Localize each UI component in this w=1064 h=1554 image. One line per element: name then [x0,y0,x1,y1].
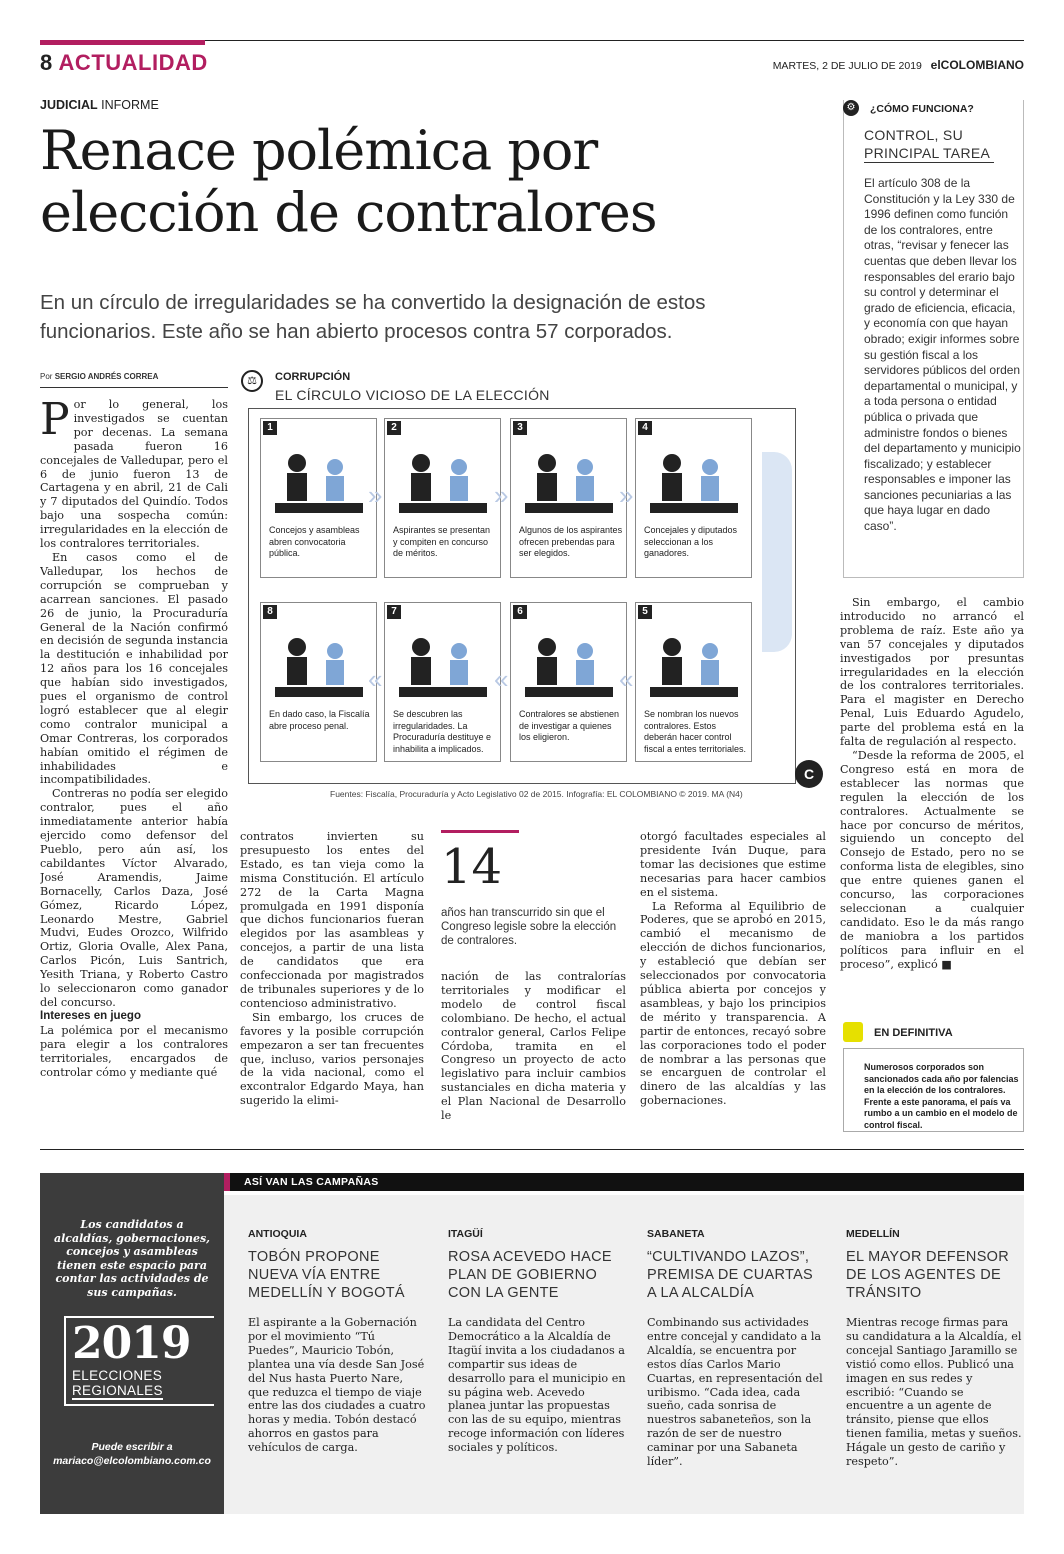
step-caption: Contralores se abstienen de investigar a quienes los eligieron. [519,709,620,742]
contact-label: Puede escribir a [91,1441,173,1453]
step-number: 7 [387,605,401,619]
step-number: 6 [513,605,527,619]
infographic-kicker: CORRUPCIÓN [275,371,351,383]
step-number: 4 [638,421,652,435]
campaign-body: El aspirante a la Gobernación por el movimiento “Tú Puedes”, Mauricio Tobón, plantea una vía desde San José del Nus hasta Puerto Nare, que reduzca el tiempo de viaje entre las dos ciudades a cuatro horas y media. Tobón destacó ahorros en gastos para vehículos de carga. [248,1316,426,1455]
infographic-step [635,602,752,762]
byline-rule [40,387,228,388]
step-caption: Se descubren las irregularidades. La Procuraduría destituye e inhabilita a implicados. [393,709,492,754]
selection-icon [644,437,744,519]
loop-band [762,452,792,652]
money-hand-icon [519,437,619,519]
elections-logo-line2: REGIONALES [72,1383,163,1398]
flow-arrow-icon: « [368,664,383,694]
sidebar-kicker: ¿CÓMO FUNCIONA? [870,103,974,115]
infographic-source: Fuentes: Fiscalía, Procuraduría y Acto Legislativo 02 de 2015. Infografía: EL COLOMBIANO © 2019. MA (N4) [330,789,743,799]
article-column-1 [40,398,228,1130]
infographic-step [384,418,501,578]
article-column-4 [640,830,826,1130]
campaigns-intro: Los candidatos a alcaldías, gobernaciones, concejos y asambleas tienen este espacio para contar las actividades de sus campañas. [53,1218,211,1299]
drop-cap: P [40,398,70,445]
paragraph: contratos invierten su presupuesto los entes del Estado, es tan vieja como la misma Constitución. El artículo 272 de la Carta Magna promulgada en 1991 disponía que dichos funcionarios fueran elegidos por las asambleas y concejos, a partir de una lista de candidatos que era confeccionada por magistrados de tribunales superiores y de lo contencioso administrativo. [240,830,424,1010]
kicker-rest: INFORME [101,98,159,112]
paragraph: Sin embargo, los cruces de favores y la posible corrupción empezaron a ser tan frecuentes que, incluso, varios personajes de la vida nacional, como el excontralor Edgardo Maya, han sugerido la elimi- [240,1010,424,1108]
eye-icon [519,621,619,703]
gears-icon: ⚙ [843,100,859,116]
campaigns-title-bar [230,1173,1024,1191]
flow-arrow-icon: « [619,664,634,694]
step-caption: Algunos de los aspirantes ofrecen prebendas para ser elegidos. [519,525,623,558]
flow-arrow-icon: » [619,480,634,510]
campaign-location: ANTIOQUIA [248,1228,307,1240]
campaigns-title: ASÍ VAN LAS CAMPAÑAS [244,1176,379,1188]
paragraph: or lo general, los investigados se cuentan por decenas. La semana pasada fueron 16 concejales de Valledupar, pero el 6 de junio fueron 13 de Cartagena y en abril, 21 de Cali y 7 diputados del Quindío. Todos bajo una sospecha común: irregularidades en la elección de los contralores territoriales. [40,398,228,551]
paragraph: La polémica por el mecanismo para elegir a los contralores territoriales, encargados de controlar cómo y mediante qué [40,1023,228,1079]
en-definitiva-kicker: EN DEFINITIVA [874,1027,953,1039]
key-point-icon [843,1022,863,1042]
campaign-location: ITAGÜÍ [448,1228,483,1240]
step-number: 3 [513,421,527,435]
campaign-location: MEDELLÍN [846,1228,900,1240]
section-name: ACTUALIDAD [58,50,208,75]
step-number: 8 [263,605,277,619]
newspaper-logo-icon: C [795,760,823,788]
campaign-title: “CULTIVANDO LAZOS”, PREMISA DE CUARTAS A LA ALCALDÍA [647,1249,814,1301]
paragraph: nación de las contralorías territoriales y modificar el modelo de control fiscal colombiano. De hecho, el actual contralor general, Carlos Felipe Córdoba, tramita en el Congreso un proyecto de acto legislativo para incluir cambios sustanciales en dicha materia y el Plan Nacional de Desarrollo le [441,970,626,1123]
sidebar-title-rule [864,162,994,163]
contact-block [48,1440,216,1468]
flow-arrow-icon: » [494,480,509,510]
campaign-body: La candidata del Centro Democrático a la Alcaldía de Itagüí invita a los ciudadanos a compartir sus ideas de desarrollo para el municipio en su página web. Acevedo planea juntar las propuestas con las de su equipo, mientras recoge información con líderes sociales y políticos. [448,1316,626,1455]
elections-logo-text [72,1368,163,1400]
paragraph: “Desde la reforma de 2005, el Congreso está en mora de establecer las normas que regulen la elección de los contralores. Actualmente se hace por concurso de méritos, siguiendo un concepto del Consejo de Estado, pero no se conforma lista de elegibles, sino que entre quienes ganen el concurso, las corporaciones seleccionan a cualquier candidato. Eso le da más rango de maniobra a los partidos políticos para influir en el proceso”, explicó ■ [840,748,1024,971]
step-caption: Concejales y diputados seleccionan a los ganadores. [644,525,738,558]
scales-icon [269,621,369,703]
elections-logo-year: 2019 [72,1318,191,1369]
article-kicker [40,98,159,112]
campaign-title: ROSA ACEVEDO HACE PLAN DE GOBIERNO CON LA GENTE [448,1249,612,1301]
infographic-title: EL CÍRCULO VICIOSO DE LA ELECCIÓN [275,387,550,403]
section-accent-bar [40,40,205,45]
campaign-item [448,1228,626,1455]
dateline [773,58,1024,72]
infographic-step [510,602,627,762]
campaign-body: Mientras recoge firmas para su candidatura a la Alcaldía, el concejal Santiago Jaramillo se vistió como ellos. Publicó una imagen en sus redes y escribió: “Cuando se encuentre a un agente de tránsito, piense que ellos tienen familia, metas y sueños. Hágale un gesto de cariño y respeto”. [846,1316,1022,1469]
campaign-item [248,1228,426,1455]
gavel-icon: ⚖ [241,370,263,392]
infographic-step [510,418,627,578]
flow-arrow-icon: « [494,664,509,694]
flow-arrow-icon: » [368,480,383,510]
elections-logo-line1: ELECCIONES [72,1368,163,1383]
step-number: 1 [263,421,277,435]
step-caption: Se nombran los nuevos contralores. Estos deberán hacer control fiscal a entes territoriales. [644,709,747,754]
bottom-section-rule [40,1149,1024,1150]
headline: Renace polémica por elección de contralores [40,119,657,244]
infographic-step [260,602,377,762]
campaign-item [846,1228,1024,1469]
kicker-bold: JUDICIAL [40,98,98,112]
pullquote-number: 14 [441,839,503,895]
paragraph: En casos como el de Valledupar, los hechos de corrupción se comprueban y acarrean sanciones. El pasado 26 de junio, la Procuraduría General de la Nación confirmó en decisión de segunda instancia la destitución e inhabilidad por 12 años para los 16 concejales que habían sido investigados, pues el organismo de control logró establecer que al elegir como contralor municipal a Omar Contreras, los corporados habían omitido el régimen de inhabilidades e incompatibilidades. [40,550,228,787]
paper-name: elCOLOMBIANO [930,58,1024,72]
step-number: 5 [638,605,652,619]
paragraph: La Reforma al Equilibrio de Poderes, que se aprobó en 2015, cambió el mecanismo de elección de dichos funcionarios, y estableció que debían ser seleccionados por convocatoria pública abierta por concejos y asambleas, y bajo los principios de mérito y transparencia. A partir de entonces, recayó sobre las corporaciones todo el poder de nombrar a las personas que se encarguen de controlar el dinero de las alcaldías y las gobernaciones. [640,899,826,1108]
paragraph: otorgó facultades especiales al presidente Iván Duque, para tomar las decisiones que estime necesarias para hacer cambios en el sistema. [640,830,826,899]
presentation-icon [393,437,493,519]
byline-prefix: Por [40,372,53,381]
campaign-title: TOBÓN PROPONE NUEVA VÍA ENTRE MEDELLÍN Y BOGOTÁ [248,1249,405,1301]
byline [40,372,158,381]
pullquote-rule [441,830,519,833]
campaign-title: EL MAYOR DEFENSOR DE LOS AGENTES DE TRÁNSITO [846,1249,1010,1301]
page-header [40,50,208,76]
infographic-step [384,602,501,762]
infographic-step [260,418,377,578]
megaphone-icon [269,437,369,519]
subhead: Intereses en juego [40,1009,141,1022]
sidebar-text: El artículo 308 de la Constitución y la Ley 330 de 1996 definen como función de los contralores, entre otras, “revisar y fenecer las cuentas que deben llevar los responsables del erario bajo su control y determinar el grado de eficiencia, eficacia, y economía con que hayan obrado; exigir informes sobre su gestión fiscal a los servidores públicos del orden departamental o municipal, y a toda persona o entidad pública o privada que administre fondos o bienes del departamento y municipio fiscalizado; y establecer responsables e imponer las sanciones pecuniarias a las que haya lugar en dado caso”. [864,176,1021,534]
article-column-5 [840,596,1024,998]
page-number: 8 [40,50,53,75]
step-caption: Aspirantes se presentan y compiten en concurso de méritos. [393,525,491,558]
article-column-3 [441,970,626,1130]
infographic-step [635,418,752,578]
campaign-body: Combinando sus actividades entre concejal y candidato a la Alcaldía, se encuentra por estos días Carlos Mario Cuartas, en representación del uribismo. “Cada idea, cada sueño, cada sonrisa de nuestros sabaneteños, son la razón de ser de nuestro caminar por una Sabaneta líder”. [647,1316,823,1469]
campaign-location: SABANETA [647,1228,705,1240]
issue-date: MARTES, 2 DE JULIO DE 2019 [772,60,922,72]
byline-author: SERGIO ANDRÉS CORREA [54,372,159,381]
magnifier-icon [644,621,744,703]
pullquote-text: años han transcurrido sin que el Congreso legisle sobre la elección de contralores. [441,907,617,947]
campaign-item [647,1228,825,1469]
paragraph: Contreras no podía ser elegido contralor, pues el año inmediatamente anterior había ejercido como defensor del Pueblo, pero aún así, los cabildantes Víctor Alvarado, José Aramendis, Jaime Bornacelly, Carlos Daza, José Gómez, Ricardo López, Leonardo Mestre, Gabriel Mudvi, Eudes Orozco, Wilfrido Ortiz, Gloria Ovalle, Alex Pana, Carlos Picón, Luis Santrich, Yesith Triana, y Roberto Castro lo seleccionaron como ganador del concurso. [40,787,228,1009]
step-caption: En dado caso, la Fiscalía abre proceso penal. [269,709,370,731]
deck: En un círculo de irregularidades se ha convertido la designación de estos funcionarios. Este año se han abierto procesos contra 57 corporados. [40,291,706,343]
step-caption: Concejos y asambleas abren convocatoria pública. [269,525,360,558]
thumbs-down-icon [393,621,493,703]
en-definitiva-text: Numerosos corporados son sancionados cada año por falencias en la elección de los contralores. Frente a este panorama, el país va rumbo a un cambio en el modelo de control fiscal. [864,1062,1019,1130]
article-column-2 [240,830,424,1130]
sidebar-title: CONTROL, SU PRINCIPAL TAREA [864,127,991,161]
contact-email[interactable]: mariaco@elcolombiano.com.co [53,1455,211,1467]
step-number: 2 [387,421,401,435]
paragraph: Sin embargo, el cambio introducido no arrancó el problema de raíz. Este año ya van 57 concejales y diputados investigados por presuntas irregularidades en la elección de los contralores territoriales. Para el magister en Derecho Penal, Luis Eduardo Agudelo, parte del problema está en la falta de regulación al respecto. [840,596,1024,749]
